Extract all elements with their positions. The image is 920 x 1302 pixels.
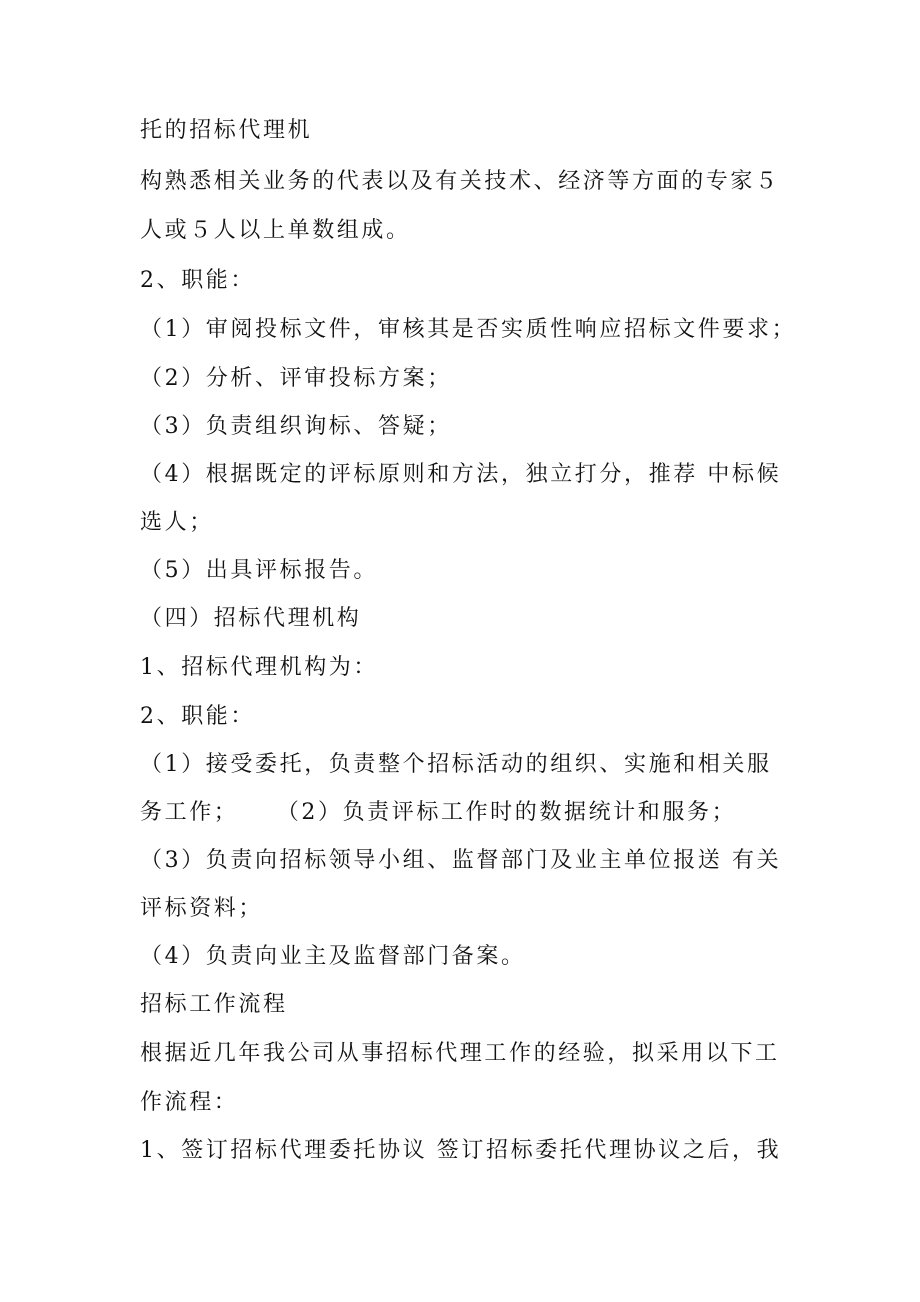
text-line: （4）负责向业主及监督部门备案。 bbox=[140, 944, 526, 969]
text-line: （1）接受委托，负责整个招标活动的组织、实施和相关服 bbox=[140, 752, 772, 777]
text-line: 2、职能： bbox=[140, 268, 255, 293]
text-line: 根据近几年我公司从事招标代理工作的经验，拟采用以下工 bbox=[140, 1041, 780, 1066]
text-line: （3）负责组织询标、答疑； bbox=[140, 414, 452, 439]
section-heading: 招标工作流程 bbox=[140, 992, 288, 1017]
text-line: （5）出具评标报告。 bbox=[140, 558, 378, 583]
text-line: （1）审阅投标文件，审核其是否实质性响应招标文件要求； bbox=[140, 317, 797, 342]
text-line: 托的招标代理机 bbox=[140, 118, 313, 143]
text-line: 2、职能： bbox=[140, 704, 255, 729]
text-line: （3）负责向招标领导小组、监督部门及业主单位报送 有关 bbox=[140, 848, 782, 873]
text-line: 构熟悉相关业务的代表以及有关技术、经济等方面的专家５ bbox=[140, 169, 780, 194]
text-line: 评标资料； bbox=[140, 896, 264, 921]
section-heading: （四）招标代理机构 bbox=[140, 606, 362, 631]
text-line: （4）根据既定的评标原则和方法，独立打分，推荐 中标候 bbox=[140, 462, 782, 487]
text-line: 作流程： bbox=[140, 1090, 239, 1115]
text-line: 选人； bbox=[140, 510, 214, 535]
text-line: 人或５人以上单数组成。 bbox=[140, 218, 411, 243]
text-line: 1、招标代理机构为： bbox=[140, 655, 378, 680]
text-line: 1、签订招标代理委托协议 签订招标委托代理协议之后，我 bbox=[140, 1138, 782, 1163]
text-line: （2）分析、评审投标方案； bbox=[140, 366, 452, 391]
text-line: 务工作； （2）负责评标工作时的数据统计和服务； bbox=[140, 800, 737, 825]
